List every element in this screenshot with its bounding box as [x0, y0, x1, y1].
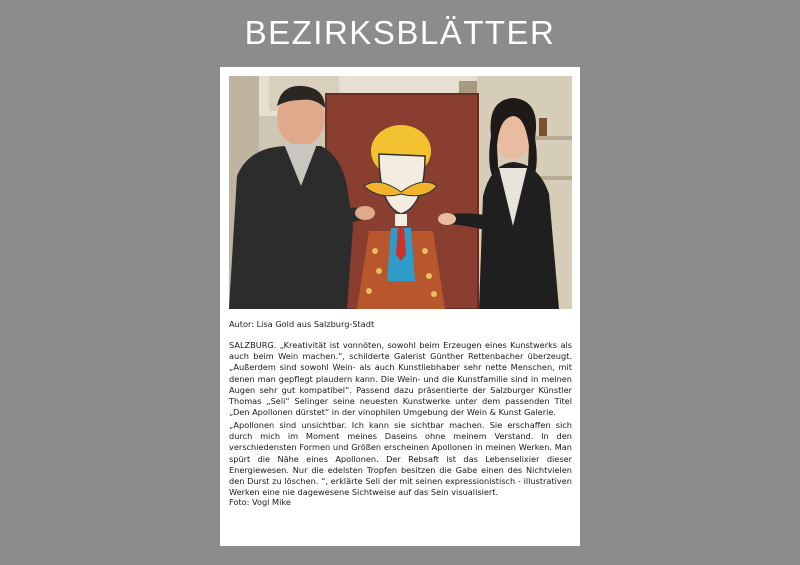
article-author: Autor: Lisa Gold aus Salzburg-Stadt: [229, 319, 375, 329]
site-title: BEZIRKSBLÄTTER: [244, 14, 556, 51]
article-paragraph-1: SALZBURG. „Kreativität ist vonnöten, sowohl beim Erzeugen eines Kunstwerks als auch beim Wein machen.“, schilderte Galerist Günther Rettenbacher überzeugt. „Außerdem sind sowohl Wein- als auch Kunstliebhaber sehr nette Menschen, mit denen man gepflegt plaudern kann. Die Wein- und die Kunstfamilie sind in meinen Augen sehr gut kompatibel“. Passend dazu präsentierte der Salzburger Künstler Thomas „Seli“ Selinger seine neuesten Kunstwerke unter dem passenden Titel „Den Apollonen dürstet“ in der vinophilen Umgebung der Wein & Kunst Galerie.: [229, 340, 572, 418]
article-photo: [229, 76, 572, 309]
photo-credit: Foto: Vogl Mike: [229, 497, 291, 507]
article-card: [220, 67, 580, 546]
article-paragraph-2: „Apollonen sind unsichtbar. Ich kann sie sichtbar machen. Sie erschaffen sich durch mich im Moment meines Daseins ohne meinem Verstand. In den verschiedensten Formen und Größen erscheinen Apollonen in meinen Werken. Man spürt die Nähe eines Apollonen. Der Rebsaft ist das Lebenselixier dieser Energiewesen. Nur die edelsten Tropfen besitzen die Gabe einen des Nichtvielen den Durst zu löschen. “, erklärte Seli der mit seinen expressionistisch - illustrativen Werken eine nie dagewesene Sichtweise auf das Sein visualisiert.: [229, 420, 572, 498]
